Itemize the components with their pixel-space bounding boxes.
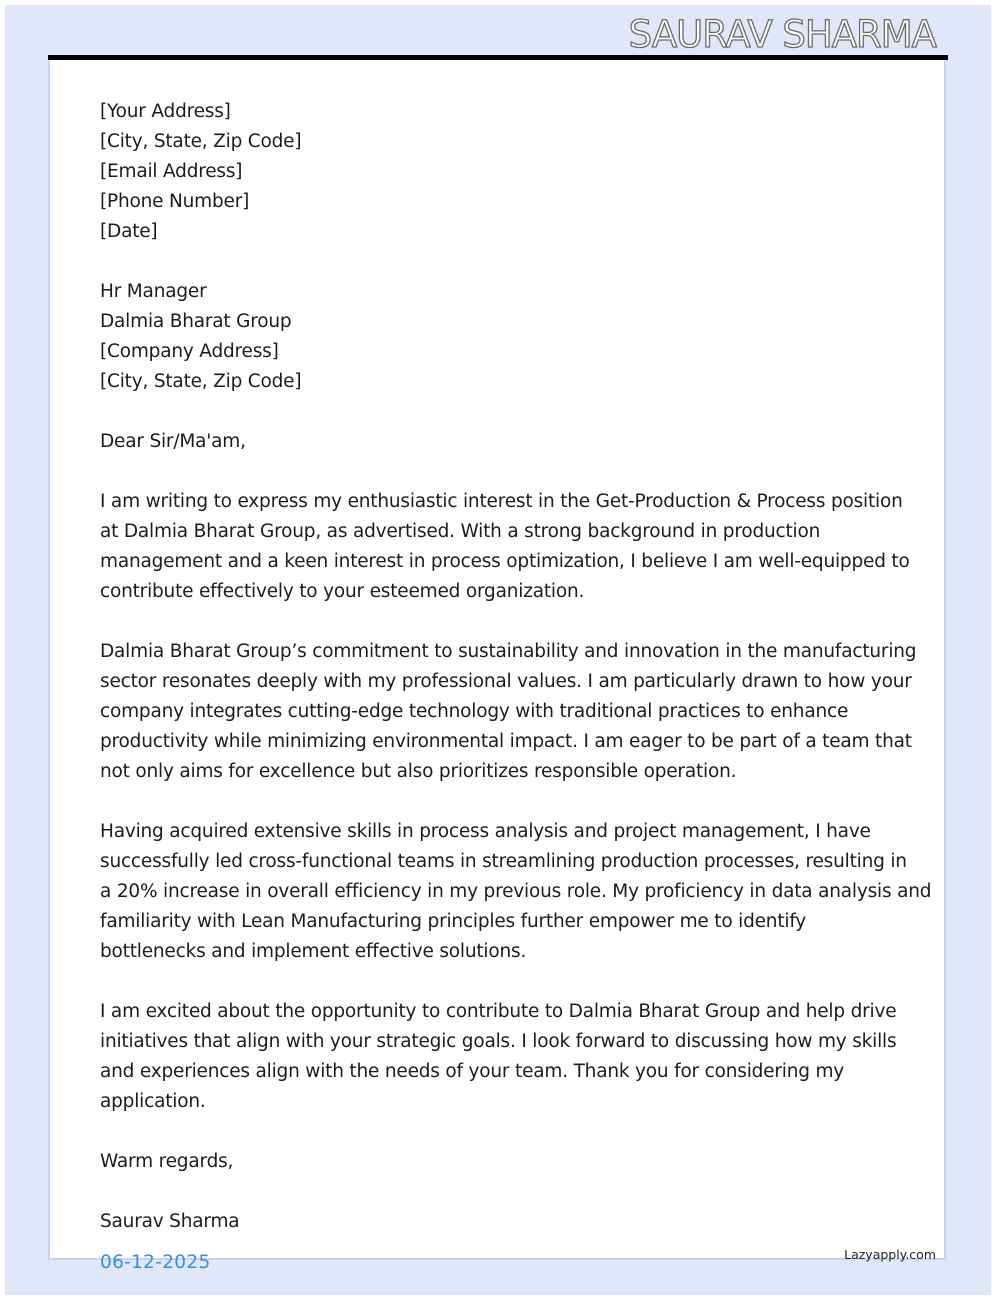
body-paragraph-3 — [100, 817, 932, 967]
footer-brand-link[interactable]: Lazyapply.com — [844, 1247, 936, 1262]
sender-address-line: [Your Address] — [100, 101, 231, 122]
paragraph-line: successfully led cross-functional teams in streamlining production processes, resulting in — [100, 851, 907, 872]
footer-date: 06-12-2025 — [100, 1252, 211, 1273]
paragraph-line: at Dalmia Bharat Group, as advertised. With a strong background in production — [100, 521, 821, 542]
closing — [100, 1147, 900, 1177]
paragraph-line: a 20% increase in overall efficiency in my previous role. My proficiency in data analysis and — [100, 881, 932, 902]
recipient-address-line: [Company Address] — [100, 341, 279, 362]
recipient-title-line: Hr Manager — [100, 281, 207, 302]
sender-email-line: [Email Address] — [100, 161, 243, 182]
paragraph-line: initiatives that align with your strategic goals. I look forward to discussing how my skills — [100, 1031, 897, 1052]
body-paragraph-2 — [100, 637, 917, 787]
sender-address-block — [100, 97, 900, 247]
closing-text: Warm regards, — [100, 1151, 234, 1172]
sender-date-line: [Date] — [100, 221, 158, 242]
body-paragraph-4 — [100, 997, 900, 1117]
salutation — [100, 427, 900, 457]
recipient-address-block — [100, 277, 900, 397]
paragraph-line: company integrates cutting-edge technology with traditional practices to enhance — [100, 701, 849, 722]
sender-phone-line: [Phone Number] — [100, 191, 250, 212]
paragraph-line: I am writing to express my enthusiastic interest in the Get-Production & Process position — [100, 491, 903, 512]
paragraph-line: familiarity with Lean Manufacturing principles further empower me to identify — [100, 911, 807, 932]
salutation-text: Dear Sir/Ma'am, — [100, 431, 246, 452]
recipient-city-line: [City, State, Zip Code] — [100, 371, 302, 392]
body-paragraph-1 — [100, 487, 910, 607]
paragraph-line: I am excited about the opportunity to contribute to Dalmia Bharat Group and help drive — [100, 1001, 897, 1022]
signature — [100, 1207, 900, 1237]
paragraph-line: bottlenecks and implement effective solutions. — [100, 941, 527, 962]
recipient-company-line: Dalmia Bharat Group — [100, 311, 292, 332]
paragraph-line: Dalmia Bharat Group’s commitment to sustainability and innovation in the manufacturing — [100, 641, 917, 662]
paragraph-line: not only aims for excellence but also prioritizes responsible operation. — [100, 761, 737, 782]
applicant-name-heading: SAURAV SHARMA — [628, 13, 936, 56]
cover-letter-body — [100, 97, 932, 1267]
paragraph-line: management and a keen interest in process optimization, I believe I am well-equipped to — [100, 551, 910, 572]
paragraph-line: sector resonates deeply with my professional values. I am particularly drawn to how your — [100, 671, 912, 692]
sender-city-line: [City, State, Zip Code] — [100, 131, 302, 152]
paragraph-line: productivity while minimizing environmental impact. I am eager to be part of a team that — [100, 731, 912, 752]
paragraph-line: and experiences align with the needs of your team. Thank you for considering my — [100, 1061, 845, 1082]
signature-name: Saurav Sharma — [100, 1211, 240, 1232]
paragraph-line: contribute effectively to your esteemed organization. — [100, 581, 585, 602]
paragraph-line: Having acquired extensive skills in process analysis and project management, I have — [100, 821, 871, 842]
paragraph-line: application. — [100, 1091, 206, 1112]
